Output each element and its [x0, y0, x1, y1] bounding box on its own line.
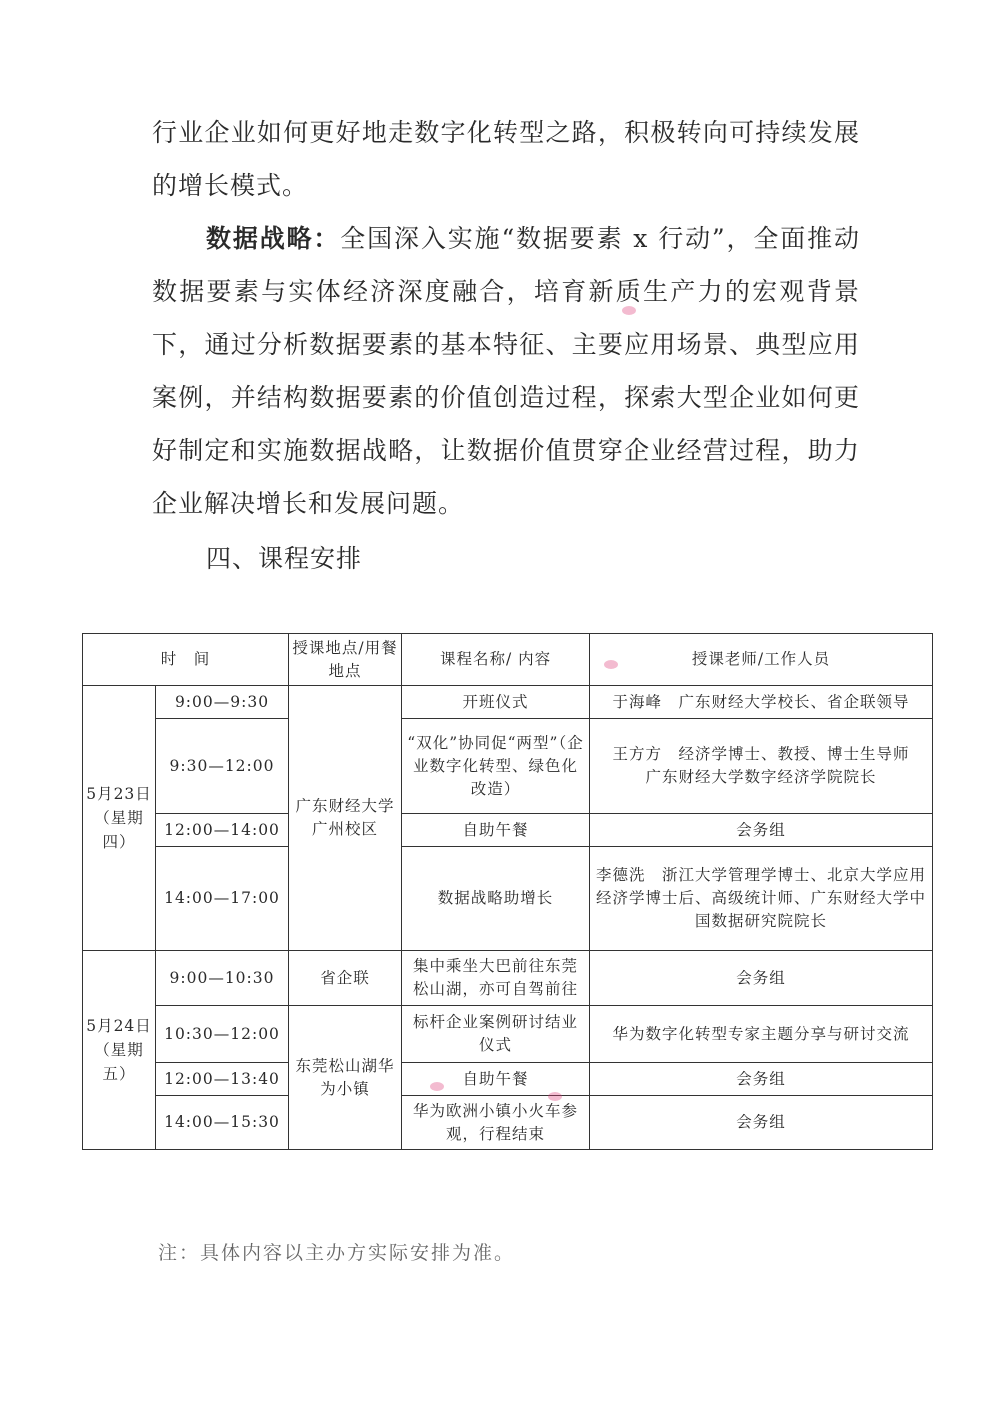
day2-location: 东莞松山湖华为小镇: [289, 1006, 402, 1150]
table-row: [83, 1096, 933, 1150]
teacher-cell: [590, 719, 933, 814]
course-cell: 自助午餐: [402, 1063, 590, 1096]
course-cell: “双化”协同促“两型”（企业数字化转型、绿色化改造）: [402, 719, 590, 814]
day1-location: 广东财经大学广州校区: [289, 686, 402, 951]
header-location: 授课地点/用餐地点: [289, 634, 402, 686]
stamp-ink-mark: [622, 306, 636, 315]
body-paragraph-1: 行业企业如何更好地走数字化转型之路，积极转向可持续发展的增长模式。: [152, 118, 860, 200]
footnote: 注：具体内容以主办方实际安排为准。: [158, 1242, 516, 1264]
course-cell: 开班仪式: [402, 686, 590, 719]
teacher-cell: 会务组: [590, 1063, 933, 1096]
day2-date: 5月24日（星期五）: [83, 951, 156, 1150]
time-cell: 10:30—12:00: [156, 1006, 289, 1063]
teacher-cell: 李德洗 浙江大学管理学博士、北京大学应用经济学博士后、高级统计师、广东财经大学中国数据研究院院长: [590, 847, 933, 951]
table-row: [83, 951, 933, 1006]
teacher-cell: 会务组: [590, 951, 933, 1006]
time-cell: 9:00—10:30: [156, 951, 289, 1006]
time-cell: 12:00—14:00: [156, 814, 289, 847]
time-cell: 14:00—17:00: [156, 847, 289, 951]
table-row: [83, 686, 933, 719]
section-heading: 四、课程安排: [206, 544, 363, 573]
table-row: [83, 1063, 933, 1096]
stamp-ink-mark: [548, 1092, 562, 1101]
time-cell: 14:00—15:30: [156, 1096, 289, 1150]
table-row: [83, 814, 933, 847]
table-row: [83, 719, 933, 814]
course-cell: 数据战略助增长: [402, 847, 590, 951]
header-course: 课程名称/ 内容: [402, 634, 590, 686]
teacher-cell: 华为数字化转型专家主题分享与研讨交流: [590, 1006, 933, 1063]
course-cell: 集中乘坐大巴前往东莞松山湖，亦可自驾前往: [402, 951, 590, 1006]
time-cell: 9:00—9:30: [156, 686, 289, 719]
data-strategy-lead: 数据战略：: [206, 224, 341, 253]
day1-date: 5月23日（星期四）: [83, 686, 156, 951]
teacher-cell: 于海峰 广东财经大学校长、省企联领导: [590, 686, 933, 719]
data-strategy-text: 全国深入实施“数据要素 x 行动”，全面推动数据要素与实体经济深度融合，培育新质生产力的宏观背景下，通过分析数据要素的基本特征、主要应用场景、典型应用案例，并结构数据要素的价值创造过程，探索大型企业如何更好制定和实施数据战略，让数据价值贯穿企业经营过程，助力企业解决增长和发展问题。: [152, 224, 860, 518]
teacher-cell: 会务组: [590, 1096, 933, 1150]
header-teacher: 授课老师/工作人员: [590, 634, 933, 686]
course-cell: 华为欧洲小镇小火车参观，行程结束: [402, 1096, 590, 1150]
schedule-table: [82, 633, 933, 1150]
teacher-cell: 会务组: [590, 814, 933, 847]
location-cell: 省企联: [289, 951, 402, 1006]
time-cell: 9:30—12:00: [156, 719, 289, 814]
stamp-ink-mark: [604, 660, 618, 669]
teacher-line-1: 王方方 经济学博士、教授、博士生导师: [612, 745, 910, 763]
course-cell: 自助午餐: [402, 814, 590, 847]
body-paragraph-2: [152, 212, 860, 530]
course-cell: 标杆企业案例研讨结业仪式: [402, 1006, 590, 1063]
stamp-ink-mark: [430, 1082, 444, 1091]
time-cell: 12:00—13:40: [156, 1063, 289, 1096]
table-row: [83, 847, 933, 951]
header-time: 时 间: [83, 634, 289, 686]
table-header-row: [83, 634, 933, 686]
table-row: [83, 1006, 933, 1063]
teacher-line-2: 广东财经大学数字经济学院院长: [645, 768, 877, 786]
